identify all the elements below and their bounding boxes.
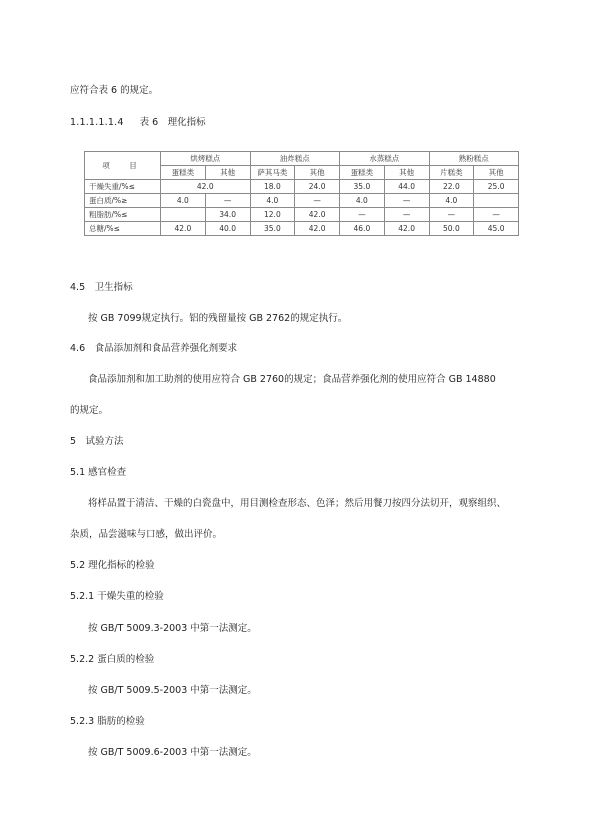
table-cell: — [205, 194, 250, 208]
row-label: 总糖/%≤ [85, 222, 161, 236]
intro-text: 应符合表 6 的规定。 [70, 85, 159, 96]
subheader-cell: 其他 [295, 166, 340, 180]
group-header: 烘烤糕点 [161, 152, 251, 166]
section-5-1-body: 将样品置于清洁、干燥的白瓷盘中，用目测检查形态、色泽；然后用餐刀按四分法切开，观察组织、 [88, 498, 507, 509]
table-cell: — [340, 208, 385, 222]
table-cell: 24.0 [295, 180, 340, 194]
group-header: 油炸糕点 [250, 152, 340, 166]
row-label: 蛋白质/%≥ [85, 194, 161, 208]
table-header-row [85, 152, 519, 166]
table-cell: 35.0 [250, 222, 295, 236]
section-4-6-body-cont: 的规定。 [70, 405, 109, 416]
section-5-2-2-body: 按 GB/T 5009.5-2003 中第一法测定。 [88, 685, 257, 696]
section-5-2-1-heading: 5.2.1 干燥失重的检验 [70, 591, 164, 602]
subheader-cell: 萨其马类 [250, 166, 295, 180]
row-label: 干燥失重/%≤ [85, 180, 161, 194]
table-cell: 42.0 [295, 222, 340, 236]
table-cell: 4.0 [250, 194, 295, 208]
section-5-2-3-body: 按 GB/T 5009.6-2003 中第一法测定。 [88, 747, 257, 758]
subheader-cell: 其他 [205, 166, 250, 180]
table-cell: 42.0 [295, 208, 340, 222]
table-cell: 4.0 [340, 194, 385, 208]
section-5-2-1-body: 按 GB/T 5009.3-2003 中第一法测定。 [88, 623, 257, 634]
table-cell: 42.0 [161, 180, 251, 194]
table-cell: 46.0 [340, 222, 385, 236]
table-cell: 25.0 [474, 180, 519, 194]
table-cell: 12.0 [250, 208, 295, 222]
table-row [85, 222, 519, 236]
table-cell: — [384, 208, 429, 222]
table-cell: 40.0 [205, 222, 250, 236]
table-cell [474, 194, 519, 208]
table-cell [161, 208, 206, 222]
subheader-cell: 片糕类 [429, 166, 474, 180]
table-row [85, 180, 519, 194]
section-4-5-heading: 4.5 卫生指标 [70, 282, 133, 293]
table-cell: — [384, 194, 429, 208]
table-cell: 4.0 [429, 194, 474, 208]
table-cell: — [295, 194, 340, 208]
subheader-cell: 蛋糕类 [161, 166, 206, 180]
caption-number: 1.1.1.1.1.4 [70, 117, 124, 128]
table-cell: 34.0 [205, 208, 250, 222]
section-4-5-body: 按 GB 7099规定执行。铝的残留量按 GB 2762的规定执行。 [88, 313, 348, 324]
physicochemical-table [84, 151, 519, 236]
table-cell: 35.0 [340, 180, 385, 194]
section-5-2-3-heading: 5.2.3 脂肪的检验 [70, 716, 145, 727]
table-cell: 50.0 [429, 222, 474, 236]
table-cell: 42.0 [384, 222, 429, 236]
section-4-6-body: 食品添加剂和加工助剂的使用应符合 GB 2760的规定；食品营养强化剂的使用应符合 GB 14880 [88, 374, 496, 385]
table-cell: 22.0 [429, 180, 474, 194]
table-cell: 44.0 [384, 180, 429, 194]
table-cell: 18.0 [250, 180, 295, 194]
subheader-cell: 其他 [384, 166, 429, 180]
subheader-cell: 其他 [474, 166, 519, 180]
group-header: 水蒸糕点 [340, 152, 430, 166]
section-4-6-heading: 4.6 食品添加剂和食品营养强化剂要求 [70, 343, 238, 354]
table-caption [70, 114, 206, 128]
table-cell: 42.0 [161, 222, 206, 236]
section-5-heading: 5 试验方法 [70, 436, 124, 447]
section-5-1-body-cont: 杂质，品尝滋味与口感，做出评价。 [70, 529, 223, 540]
table-row [85, 208, 519, 222]
section-5-1-heading: 5.1 感官检查 [70, 467, 127, 478]
caption-label: 表 6 理化指标 [139, 117, 206, 128]
group-header: 熟粉糕点 [429, 152, 519, 166]
section-5-2-2-heading: 5.2.2 蛋白质的检验 [70, 654, 155, 665]
project-header: 项 目 [85, 152, 161, 180]
row-label: 粗脂肪/%≤ [85, 208, 161, 222]
table-cell: 45.0 [474, 222, 519, 236]
table-cell: — [474, 208, 519, 222]
table-cell: 4.0 [161, 194, 206, 208]
table-row [85, 194, 519, 208]
section-5-2-heading: 5.2 理化指标的检验 [70, 560, 155, 571]
subheader-cell: 蛋糕类 [340, 166, 385, 180]
table-cell: — [429, 208, 474, 222]
